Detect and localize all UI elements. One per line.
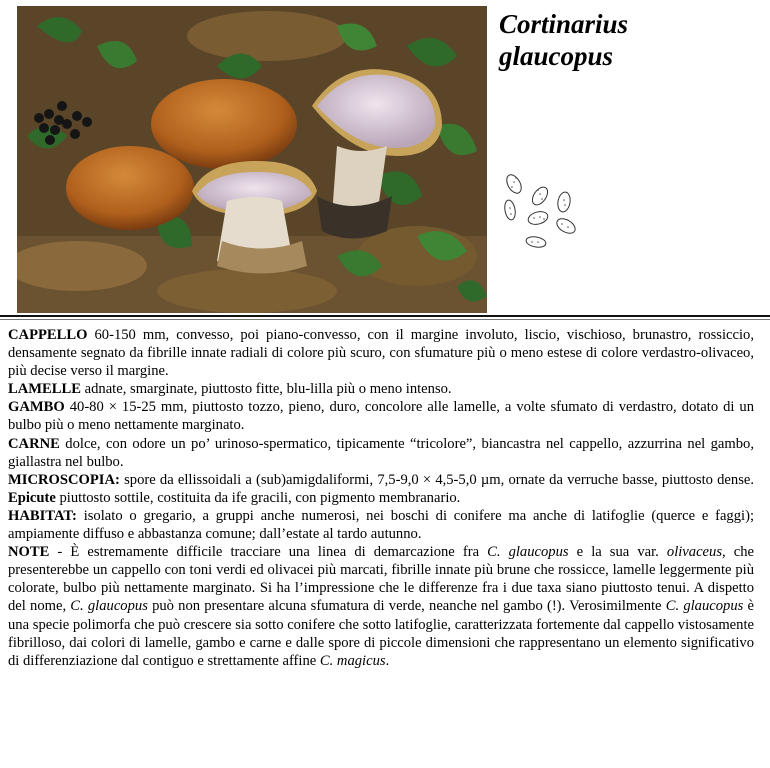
variety-name: olivaceus <box>666 544 723 561</box>
section-label: CARNE <box>8 435 60 452</box>
species-name: C. glaucopus <box>70 598 148 615</box>
section-text: - È estremamente difficile tracciare una linea di demarcazione fra <box>49 544 488 561</box>
section-text: 40-80 × 15-25 mm, piuttosto tozzo, pieno, duro, concolore alle lamelle, a volte sfumato di verdastro, dotato di un bulbo più o meno nettamente marginato. <box>8 399 754 434</box>
section-text: . <box>385 652 390 669</box>
divider-bottom <box>0 319 770 320</box>
section-text: è una specie polimorfa che può crescere sia sotto conifere che sotto latifoglie, caratterizzata fortemente dal cappello vistosamente fibrilloso, dai colori di lamelle, gambo e carne e dalle spore di piccole dimensioni che rappresentano un elemento significativo di differenziazione dal contiguo e strettamente affine <box>8 598 754 669</box>
section-lamelle <box>8 380 754 398</box>
section-text: piuttosto sottile, costituita da ife gracili, con pigmento membranario. <box>55 489 461 506</box>
section-label: HABITAT: <box>8 507 77 524</box>
species-title <box>499 8 759 72</box>
section-text: spore da ellissoidali a (sub)amigdaliformi, 7,5-9,0 × 4,5-5,0 µm, ornate da verruche basse, piuttosto dense. <box>119 471 754 488</box>
section-text: e la sua var. <box>568 544 667 561</box>
section-label: MICROSCOPIA: <box>8 471 120 488</box>
section-sublabel: Epicute <box>8 489 56 506</box>
section-text: dolce, con odore un po’ urinoso-spermatico, tipicamente “tricolore”, biancastra nel cappello, azzurrina nel gambo, giallastra nel bulbo. <box>8 435 754 470</box>
mushroom-photo <box>17 6 487 313</box>
species-title-epithet: glaucopus <box>499 41 614 71</box>
spore-drawing <box>500 172 584 252</box>
section-text: , che presenterebbe un cappello con toni verdi ed olivacei più marcati, fibrille innate più brune che rossicce, lamelle leggermente più colorate, bulbo più nettamente marginato. Si ha l’impressione che le differenze fra i due taxa siano piuttosto tenui. A dispetto del nome, <box>8 544 754 615</box>
species-name: C. magicus <box>319 652 386 669</box>
section-label: LAMELLE <box>8 381 81 398</box>
section-cappello <box>8 326 754 380</box>
species-title-genus: Cortinarius <box>499 9 629 39</box>
section-habitat <box>8 507 754 543</box>
section-label: NOTE <box>8 544 50 561</box>
species-name: C. glaucopus <box>665 598 744 615</box>
section-label: GAMBO <box>8 399 65 416</box>
section-label: CAPPELLO <box>8 327 88 343</box>
section-note <box>8 543 754 670</box>
species-name: C. glaucopus <box>487 544 569 561</box>
section-gambo <box>8 398 754 434</box>
section-microscopia <box>8 471 754 507</box>
section-text: 60-150 mm, convesso, poi piano-convesso, con il margine involuto, liscio, vischioso, brunastro, rossiccio, densamente segnato da fibrille innate radiali di colore più scuro, con sfumature più o meno estese di colore verdastro-olivaceo, più decise verso il margine. <box>8 327 754 380</box>
section-text: adnate, smarginate, piuttosto fitte, blu-lilla più o meno intenso. <box>80 381 452 398</box>
section-carne <box>8 435 754 471</box>
species-description <box>8 326 754 670</box>
section-text: può non presentare alcuna sfumatura di verde, neanche nel gambo (!). Verosimilmente <box>147 598 666 615</box>
divider-top <box>0 315 770 317</box>
section-text: isolato o gregario, a gruppi anche numerosi, nei boschi di conifere ma anche di latifoglie (querce e faggi); ampiamente diffuso e abbastanza comune; dall’estate al tardo autunno. <box>8 507 754 543</box>
